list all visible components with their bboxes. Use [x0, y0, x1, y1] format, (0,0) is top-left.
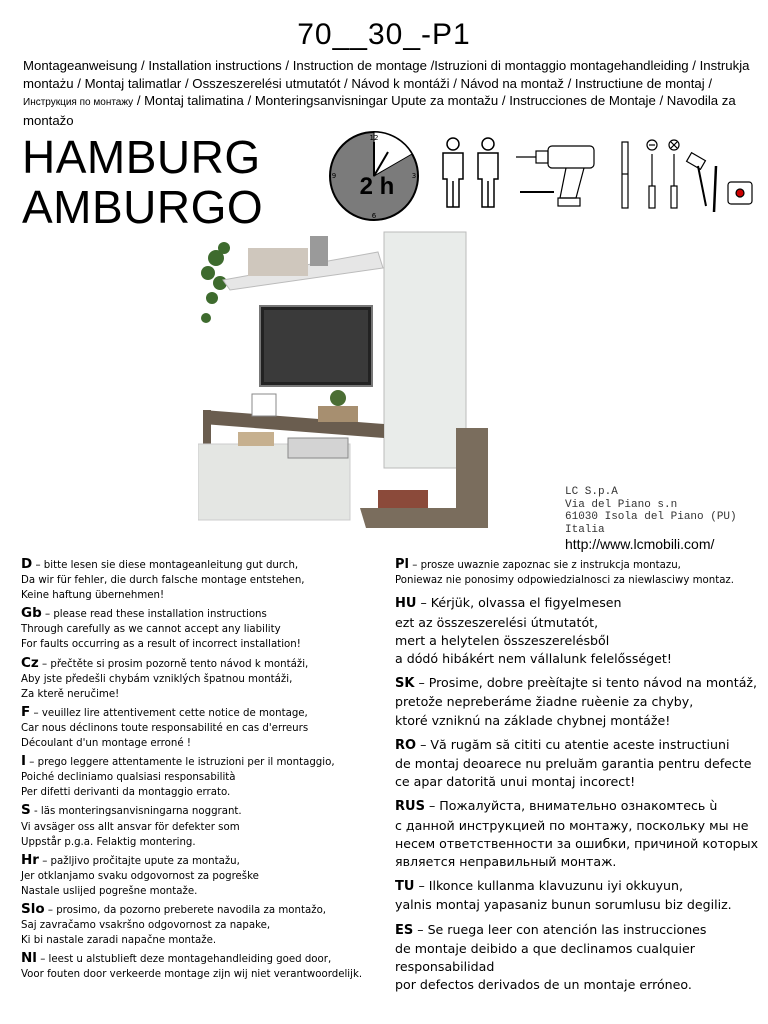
company-address: LC S.p.A Via del Piano s.n 61030 Isola del Piano (PU) Italia [565, 486, 737, 536]
disclaimer-line [21, 754, 381, 770]
disclaimer-text: – prego leggere attentamente le istruzioni per il montaggio, [29, 757, 335, 769]
disclaimer-text: – Vă rugăm să cititi cu atentie aceste instructiuni [420, 736, 730, 752]
disclaimer-f [21, 705, 381, 751]
product-title-line2: AMBURGO [22, 181, 264, 233]
disclaimer-line [395, 853, 765, 871]
language-code: Cz [21, 654, 39, 671]
disclaimer-line [395, 594, 765, 613]
disclaimer-slo [21, 902, 381, 948]
clock-number-12: 12 [369, 134, 379, 142]
disclaimer-line [21, 687, 381, 702]
disclaimer-line [395, 773, 765, 791]
language-code: S [21, 802, 31, 819]
product-image [198, 228, 518, 548]
disclaimer-text: ezt az összeszerelési útmutatót, [395, 614, 599, 630]
disclaimer-line [21, 951, 381, 967]
drill-icon [516, 146, 594, 206]
language-code: RO [395, 737, 417, 753]
disclaimer-line [21, 902, 381, 918]
disclaimer-line [395, 573, 765, 588]
disclaimer-text: – Пожалуйста, внимательно ознакомтесь ù [428, 798, 718, 814]
disclaimer-text: – veuillez lire attentivement cette notice de montage, [33, 707, 308, 719]
disclaimer-line [21, 672, 381, 687]
disclaimer-text: Découlant d'un montage erroné ! [21, 738, 191, 750]
disclaimer-line [395, 650, 765, 668]
disclaimer-column-left [21, 557, 381, 985]
disclaimer-text: Za kterě neručime! [21, 688, 120, 700]
disclaimer-text: Poiché decliniamo qualsiasi responsabilità [21, 772, 236, 784]
disclaimer-text: – Prosime, dobre preèítajte si tento návod na montáž, [418, 675, 758, 691]
disclaimer-line [395, 896, 765, 914]
disclaimer-text: Keine haftung übernehmen! [21, 590, 165, 602]
disclaimer-d [21, 557, 381, 603]
disclaimer-text: Uppstår p.g.a. Felaktig montering. [21, 836, 196, 848]
disclaimer-line [395, 976, 765, 994]
clock-number-6: 6 [371, 212, 377, 220]
disclaimer-text: de montaje deibido a que declinamos cualquier [395, 940, 695, 956]
disclaimer-text: yalnis montaj yapasaniz bunun sorumlusu biz degiliz. [395, 897, 732, 913]
disclaimer-text: Through carefully as we cannot accept any liability [21, 624, 281, 636]
disclaimer-gb [21, 606, 381, 652]
instructions-languages-heading [23, 57, 758, 129]
disclaimer-text: – bitte lesen sie diese montageanleitung gut durch, [35, 560, 299, 571]
disclaimer-text: pretože nepreberáme žiadne ruèenie za chyby, [395, 694, 694, 710]
disclaimer-line [21, 869, 381, 884]
disclaimer-text: por defectos derivados de un montaje erróneo. [395, 977, 692, 993]
disclaimer-text: с данной инструкцией по монтажу, поскольку мы не [395, 817, 749, 833]
disclaimer-line [21, 656, 381, 672]
subtitle-part2: / Montaj talimatina / Monteringsanvisningar Upute za montažu / Instrucciones de Montaje / Navodila za montažo [23, 93, 736, 128]
disclaimer-line [395, 632, 765, 650]
disclaimer-text: – Ilkonce kullanma klavuzunu iyi okkuyun, [418, 878, 684, 894]
disclaimer-line [21, 606, 381, 622]
disclaimer-line [395, 614, 765, 632]
language-code: F [21, 703, 31, 720]
disclaimer-line [21, 853, 381, 869]
disclaimer-text: Ki bi nastale zaradi napačne montaže. [21, 935, 217, 947]
subtitle-part1: Montageanweisung / Installation instructions / Instruction de montage /Istruzioni di montaggio montagehandleiding / Instrukja montażu / Montaj talimatlar / Osszeszerelési utmutatót / Návod k montáži / Návod na montaž / Instructiune de montaj / [23, 58, 750, 91]
disclaimer-line [395, 817, 765, 835]
disclaimer-column-right [395, 557, 765, 1000]
disclaimer-text: ce apar datorită unui montaj incorect! [395, 774, 636, 790]
disclaimer-ro [395, 736, 765, 792]
screwdrivers-icon [647, 140, 679, 208]
disclaimer-text: – Se ruega leer con atención las instrucciones [417, 921, 707, 937]
disclaimer-text: Da wir für fehler, die durch falsche montage entstehen, [21, 575, 305, 587]
disclaimer-text: Per difetti derivanti da montaggio errato. [21, 787, 231, 799]
disclaimer-hr [21, 853, 381, 899]
language-code: Nl [21, 950, 37, 967]
clock-number-3: 3 [411, 172, 417, 180]
document-code: 70__30_-P1 [297, 18, 471, 51]
language-code: Pl [395, 557, 409, 572]
disclaimer-text: Jer otklanjamo svaku odgovornost za pogreške [21, 870, 259, 882]
disclaimer-es [395, 921, 765, 995]
disclaimer-text: Voor fouten door verkeerde montage zijn wij niet verantwoordelijk. [21, 969, 363, 981]
disclaimer-line [395, 712, 765, 730]
disclaimer-text: – přečtěte si prosim pozorně tento návod k montáži, [42, 658, 309, 670]
disclaimer-line [395, 674, 765, 693]
disclaimer-rus [395, 797, 765, 871]
disclaimer-text: – please read these installation instructions [45, 609, 267, 621]
language-code: SK [395, 676, 415, 692]
disclaimer-line [395, 835, 765, 853]
disclaimer-cz [21, 656, 381, 702]
disclaimer-text: – leest u alstublieft deze montagehandleiding goed door, [40, 954, 332, 966]
tools-required [436, 136, 766, 216]
disclaimer-text: responsabilidad [395, 959, 495, 975]
disclaimer-tu [395, 877, 765, 914]
disclaimer-line [21, 933, 381, 948]
language-code: ES [395, 922, 414, 938]
hammer-icon [687, 153, 706, 206]
disclaimer-line [395, 736, 765, 755]
disclaimer-nl [21, 951, 381, 982]
company-website-link[interactable]: http://www.lcmobili.com/ [565, 536, 715, 552]
duration-label: 2 h [359, 173, 395, 200]
disclaimer-line [21, 770, 381, 785]
disclaimer-text: de montaj deoarece nu preluăm garantia pentru defecte [395, 756, 752, 772]
pencil-icon [714, 166, 716, 212]
disclaimer-line [395, 877, 765, 896]
disclaimer-text: Saj zavračamo vsakršno odgovornost za napake, [21, 920, 271, 932]
disclaimer-text: – prosimo, da pozorno preberete navodila za montažo, [47, 904, 327, 916]
disclaimer-line [21, 557, 381, 573]
language-code: TU [395, 879, 415, 895]
disclaimer-pl [395, 557, 765, 588]
disclaimer-text: mert a helytelen összeszerelésből [395, 632, 610, 648]
language-code: D [21, 556, 33, 572]
disclaimer-s [21, 803, 381, 849]
disclaimer-text: – prosze uwaznie zapoznac sie z instrukcja montazu, [412, 560, 681, 571]
disclaimer-line [21, 820, 381, 835]
two-persons-icon [443, 138, 498, 207]
level-icon [622, 142, 628, 208]
clock-number-9: 9 [331, 172, 337, 180]
disclaimer-text: For faults occurring as a result of incorrect installation! [21, 639, 301, 651]
disclaimer-line [395, 693, 765, 711]
disclaimer-line [395, 940, 765, 958]
disclaimer-text: является неправильный монтаж. [395, 854, 617, 870]
disclaimer-line [395, 921, 765, 940]
disclaimer-text: Poniewaz nie ponosimy odpowiedzialnosci za niewlasciwy montaz. [395, 575, 735, 587]
language-code: Gb [21, 605, 42, 622]
language-code: RUS [395, 799, 425, 815]
disclaimer-text: – pažljivo pročitajte upute za montažu, [42, 855, 240, 867]
disclaimer-text: ktoré vzniknú na základe chybnej montáže! [395, 712, 671, 728]
disclaimer-line [21, 637, 381, 652]
disclaimer-line [21, 705, 381, 721]
disclaimer-text: a dódó hibákért nem vállalunk felelősséget! [395, 651, 672, 667]
disclaimer-line [21, 918, 381, 933]
disclaimer-sk [395, 674, 765, 730]
disclaimer-line [395, 557, 765, 573]
disclaimer-line [21, 588, 381, 603]
clock-icon [322, 130, 426, 222]
disclaimer-line [21, 736, 381, 751]
language-code: Slo [21, 900, 45, 917]
disclaimer-text: Aby jste předešli chybám vzniklých špatnou montáži, [21, 673, 293, 685]
disclaimer-line [21, 622, 381, 637]
disclaimer-line [21, 884, 381, 899]
disclaimer-line [395, 797, 765, 816]
disclaimer-text: - läs monteringsanvisningarna noggrant. [33, 806, 242, 818]
tape-measure-icon [728, 182, 752, 204]
language-code: I [21, 753, 27, 770]
subtitle-russian: Инструкция по монтажу [23, 97, 134, 109]
disclaimer-text: Car nous déclinons toute responsabilité en cas d'erreurs [21, 722, 309, 734]
disclaimer-line [21, 967, 381, 982]
disclaimer-line [21, 573, 381, 588]
disclaimer-text: несем ответственности за ошибки, причиной которых [395, 835, 759, 851]
disclaimer-hu [395, 594, 765, 668]
disclaimer-text: Nastale uslijed pogrešne montaže. [21, 885, 198, 897]
disclaimer-line [21, 835, 381, 850]
disclaimer-line [21, 785, 381, 800]
disclaimer-i [21, 754, 381, 800]
disclaimer-line [395, 755, 765, 773]
product-title-line1: HAMBURG [22, 131, 261, 183]
product-title [22, 132, 263, 232]
language-code: HU [395, 596, 417, 612]
disclaimer-line [21, 721, 381, 736]
disclaimer-line [21, 803, 381, 819]
disclaimer-text: – Kérjük, olvassa el figyelmesen [420, 595, 622, 611]
disclaimer-line [395, 958, 765, 976]
disclaimer-text: Vi avsäger oss allt ansvar för defekter som [21, 821, 240, 833]
language-code: Hr [21, 851, 39, 868]
